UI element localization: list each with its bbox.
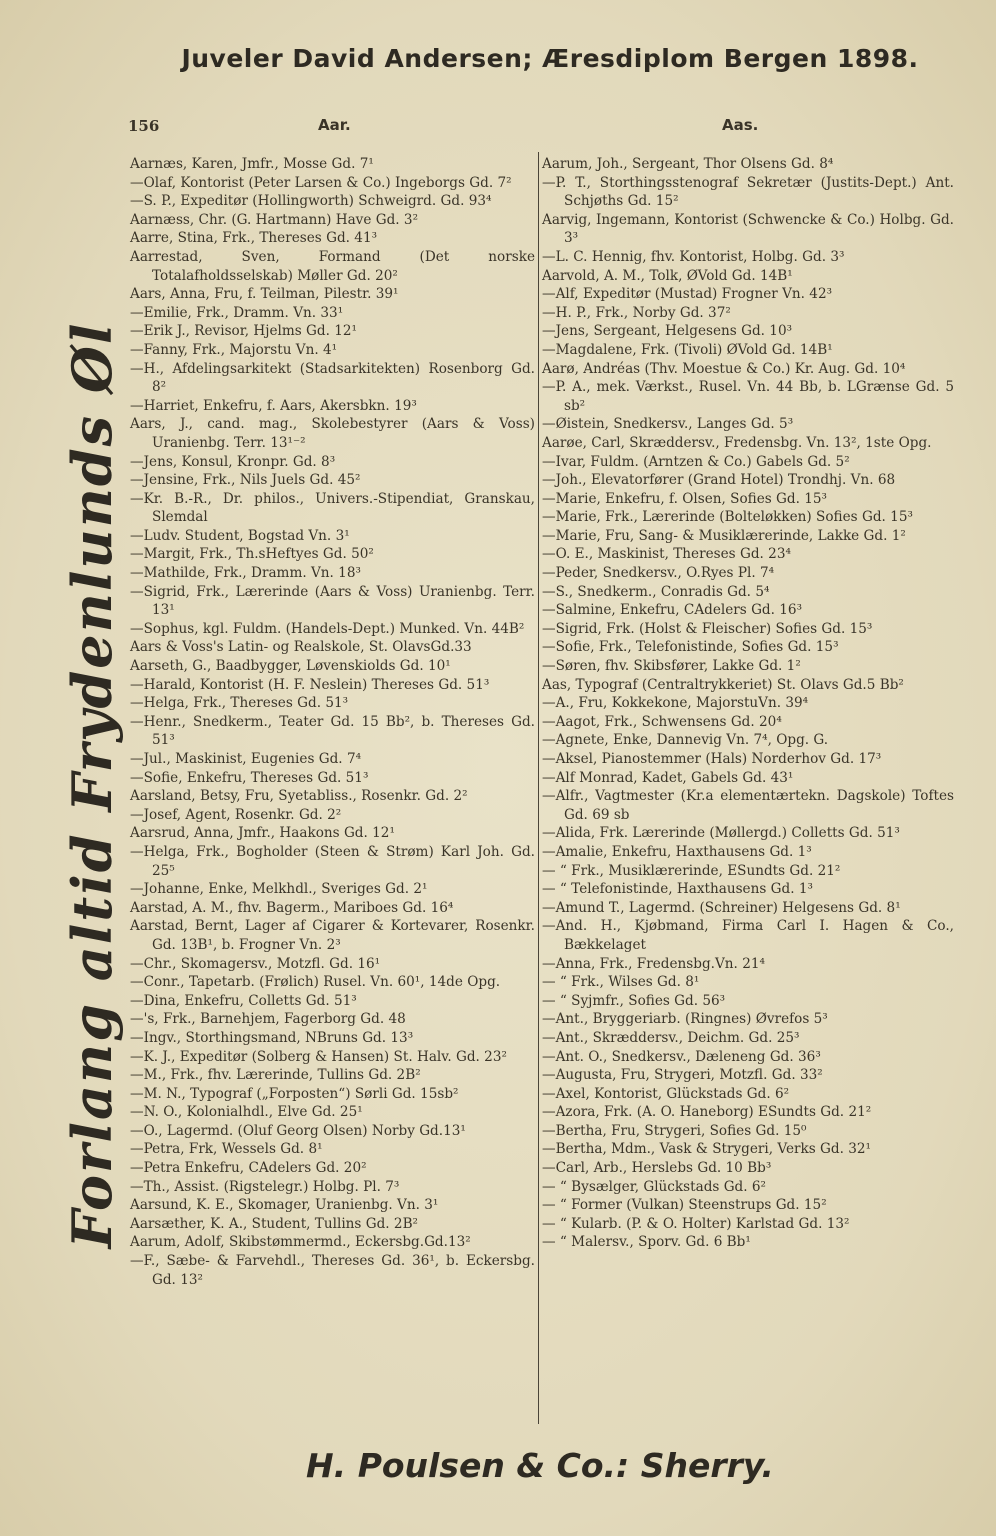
- directory-entry: — “ Kularb. (P. & O. Holter) Karlstad Gd. 13²: [542, 1215, 850, 1232]
- directory-entry: Aarrestad, Sven, Formand (Det norske Totalafholdsselskab) Møller Gd. 20²: [130, 248, 535, 284]
- directory-entry: Aarstad, A. M., fhv. Bagerm., Mariboes Gd. 16⁴: [130, 899, 454, 916]
- directory-entry: —Jens, Konsul, Kronpr. Gd. 8³: [130, 453, 336, 470]
- directory-entry: Aarnæss, Chr. (G. Hartmann) Have Gd. 3²: [130, 211, 419, 228]
- directory-entry: Aars, J., cand. mag., Skolebestyrer (Aars & Voss) Uranienbg. Terr. 13¹⁻²: [130, 416, 535, 451]
- directory-entry: —Alf, Expeditør (Mustad) Frogner Vn. 42³: [542, 286, 833, 303]
- directory-entry: —Petra Enkefru, CAdelers Gd. 20²: [130, 1160, 367, 1177]
- directory-entry: —Amalie, Enkefru, Haxthausens Gd. 1³: [542, 843, 812, 860]
- directory-entry: Aarstad, Bernt, Lager af Cigarer & Kortevarer, Rosenkr. Gd. 13B¹, b. Frogner Vn. 2³: [130, 918, 535, 953]
- directory-entry: —P. A., mek. Værkst., Rusel. Vn. 44 Bb, b. LGrænse Gd. 5 sb²: [542, 379, 954, 414]
- directory-entry: Aarum, Joh., Sergeant, Thor Olsens Gd. 8⁴: [542, 156, 834, 172]
- directory-entry: Aarsæther, K. A., Student, Tullins Gd. 2B²: [130, 1215, 419, 1232]
- left-column-heading: Aar.: [318, 116, 351, 134]
- directory-entry: — “ Frk., Wilses Gd. 8¹: [542, 974, 700, 991]
- directory-entry: —'s, Frk., Barnehjem, Fagerborg Gd. 48: [130, 1011, 406, 1028]
- directory-entry: —L. C. Hennig, fhv. Kontorist, Holbg. Gd. 3³: [542, 248, 845, 265]
- directory-entry: —Alfr., Vagtmester (Kr.a elementærtekn. Dagskole) Toftes Gd. 69 sb: [542, 788, 954, 823]
- directory-entry: —Alida, Frk. Lærerinde (Møllergd.) Colletts Gd. 51³: [542, 825, 900, 842]
- directory-entry: —Agnete, Enke, Dannevig Vn. 7⁴, Opg. G.: [542, 732, 829, 749]
- directory-entry: —Jul., Maskinist, Eugenies Gd. 7⁴: [130, 751, 362, 767]
- directory-entry: —Ant., Skræddersv., Deichm. Gd. 25³: [542, 1029, 800, 1046]
- directory-entry: —Carl, Arb., Herslebs Gd. 10 Bb³: [542, 1160, 772, 1177]
- directory-entry: —Jensine, Frk., Nils Juels Gd. 45²: [130, 472, 361, 489]
- directory-entry: —Aagot, Frk., Schwensens Gd. 20⁴: [542, 713, 782, 730]
- directory-entry: —And. H., Kjøbmand, Firma Carl I. Hagen & Co., Bækkelaget: [542, 918, 954, 953]
- directory-entry: —O. E., Maskinist, Thereses Gd. 23⁴: [542, 546, 791, 563]
- directory-entry: —K. J., Expeditør (Solberg & Hansen) St. Halv. Gd. 23²: [130, 1048, 507, 1065]
- directory-entry: —A., Fru, Kokkekone, MajorstuVn. 39⁴: [542, 695, 809, 712]
- directory-entry: —Peder, Snedkersv., O.Ryes Pl. 7⁴: [542, 565, 775, 582]
- directory-entry: —Azora, Frk. (A. O. Haneborg) ESundts Gd. 21²: [542, 1104, 872, 1121]
- directory-entry: —Fanny, Frk., Majorstu Vn. 4¹: [130, 341, 338, 358]
- directory-entry: —H., Afdelingsarkitekt (Stadsarkitekten) Rosenborg Gd. 8²: [130, 360, 535, 396]
- directory-entry: Aarseth, G., Baadbygger, Løvenskiolds Gd. 10¹: [130, 658, 451, 675]
- right-column: [542, 155, 954, 1252]
- directory-entry: —Augusta, Fru, Strygeri, Motzfl. Gd. 33²: [542, 1067, 823, 1084]
- page-header-advert: Juveler David Andersen; Æresdiplom Bergen 1898.: [181, 44, 919, 73]
- directory-entry: —O., Lagermd. (Oluf Georg Olsen) Norby Gd.13¹: [130, 1122, 466, 1139]
- directory-entry: —Axel, Kontorist, Glückstads Gd. 6²: [542, 1085, 790, 1102]
- directory-entry: —Jens, Sergeant, Helgesens Gd. 10³: [542, 323, 793, 340]
- directory-entry: —S., Snedkerm., Conradis Gd. 5⁴: [542, 583, 770, 600]
- directory-entry: —Petra, Frk, Wessels Gd. 8¹: [130, 1141, 323, 1158]
- directory-entry: —Øistein, Snedkersv., Langes Gd. 5³: [542, 416, 794, 433]
- directory-entry: —Dina, Enkefru, Colletts Gd. 51³: [130, 992, 357, 1009]
- directory-entry: —Johanne, Enke, Melkhdl., Sveriges Gd. 2¹: [130, 881, 428, 898]
- directory-entry: — “ Frk., Musiklærerinde, ESundts Gd. 21²: [542, 862, 841, 879]
- directory-entry: — “ Telefonistinde, Haxthausens Gd. 1³: [542, 881, 813, 898]
- directory-entry: —H. P., Frk., Norby Gd. 37²: [542, 304, 731, 321]
- directory-entry: —Th., Assist. (Rigstelegr.) Holbg. Pl. 7³: [130, 1178, 400, 1195]
- directory-entry: —Chr., Skomagersv., Motzfl. Gd. 16¹: [130, 955, 381, 972]
- directory-entry: —Ludv. Student, Bogstad Vn. 3¹: [130, 527, 350, 544]
- directory-entry: — “ Bysælger, Glückstads Gd. 6²: [542, 1178, 767, 1195]
- directory-entry: Aars, Anna, Fru, f. Teilman, Pilestr. 39¹: [130, 286, 399, 303]
- right-column-heading: Aas.: [722, 116, 759, 134]
- directory-entry: —Sigrid, Frk., Lærerinde (Aars & Voss) Uranienbg. Terr. 13¹: [130, 583, 535, 619]
- directory-entry: —Ant. O., Snedkersv., Dæleneng Gd. 36³: [542, 1048, 821, 1065]
- directory-entry: —M. N., Typograf („Forposten“) Sørli Gd. 15sb²: [130, 1085, 459, 1102]
- directory-entry: Aarvig, Ingemann, Kontorist (Schwencke & Co.) Holbg. Gd. 3³: [542, 211, 954, 247]
- directory-entry: —Conr., Tapetarb. (Frølich) Rusel. Vn. 60¹, 14de Opg.: [130, 974, 501, 991]
- directory-entry: —Amund T., Lagermd. (Schreiner) Helgesens Gd. 8¹: [542, 899, 901, 916]
- directory-entry: —Josef, Agent, Rosenkr. Gd. 2²: [130, 806, 342, 823]
- side-advert: Forlang altid Frydenlunds Øl: [60, 321, 124, 1249]
- directory-entry: — “ Malersv., Sporv. Gd. 6 Bb¹: [542, 1234, 751, 1251]
- directory-entry: Aarnæs, Karen, Jmfr., Mosse Gd. 7¹: [130, 156, 374, 172]
- directory-entry: —Sofie, Frk., Telefonistinde, Sofies Gd. 15³: [542, 639, 839, 656]
- page-number: 156: [128, 117, 160, 135]
- directory-entry: —Helga, Frk., Thereses Gd. 51³: [130, 695, 349, 712]
- directory-entry: Aarre, Stina, Frk., Thereses Gd. 41³: [130, 230, 378, 247]
- left-column: [130, 155, 535, 1289]
- directory-entry: Aarvold, A. M., Tolk, ØVold Gd. 14B¹: [542, 267, 793, 284]
- directory-entry: —Magdalene, Frk. (Tivoli) ØVold Gd. 14B¹: [542, 341, 833, 358]
- directory-entry: —Erik J., Revisor, Hjelms Gd. 12¹: [130, 323, 357, 340]
- directory-entry: —Olaf, Kontorist (Peter Larsen & Co.) Ingeborgs Gd. 7²: [130, 174, 512, 191]
- directory-entry: —N. O., Kolonialhdl., Elve Gd. 25¹: [130, 1104, 363, 1121]
- directory-entry: —Ingv., Storthingsmand, NBruns Gd. 13³: [130, 1029, 414, 1046]
- page-footer-advert: H. Poulsen & Co.: Sherry.: [306, 1446, 774, 1485]
- directory-entry: —Sophus, kgl. Fuldm. (Handels-Dept.) Munked. Vn. 44B²: [130, 620, 525, 637]
- directory-entry: —Marie, Fru, Sang- & Musiklærerinde, Lakke Gd. 1²: [542, 527, 906, 544]
- directory-entry: — “ Syjmfr., Sofies Gd. 56³: [542, 992, 726, 1009]
- directory-entry: —Kr. B.-R., Dr. philos., Univers.-Stipendiat, Granskau, Slemdal: [130, 490, 535, 526]
- directory-entry: Aas, Typograf (Centraltrykkeriet) St. Olavs Gd.5 Bb²: [542, 676, 904, 693]
- directory-entry: —P. T., Storthingsstenograf Sekretær (Justits-Dept.) Ant. Schjøths Gd. 15²: [542, 174, 954, 210]
- directory-entry: —Marie, Frk., Lærerinde (Bolteløkken) Sofies Gd. 15³: [542, 509, 913, 526]
- directory-entry: Aarsund, K. E., Skomager, Uranienbg. Vn. 3¹: [130, 1197, 439, 1214]
- directory-entry: —Ant., Bryggeriarb. (Ringnes) Øvrefos 5³: [542, 1011, 828, 1028]
- directory-entry: —Margit, Frk., Th.sHeftyes Gd. 50²: [130, 546, 374, 563]
- directory-entry: Aars & Voss's Latin- og Realskole, St. OlavsGd.33: [130, 639, 472, 656]
- directory-entry: Aarø, Andréas (Thv. Moestue & Co.) Kr. Aug. Gd. 10⁴: [542, 360, 906, 377]
- directory-entry: —Bertha, Fru, Strygeri, Sofies Gd. 15⁰: [542, 1122, 807, 1139]
- directory-entry: —Mathilde, Frk., Dramm. Vn. 18³: [130, 565, 361, 582]
- directory-entry: Aarsland, Betsy, Fru, Syetabliss., Rosenkr. Gd. 2²: [130, 788, 468, 805]
- directory-entry: —Ivar, Fuldm. (Arntzen & Co.) Gabels Gd. 5²: [542, 453, 850, 470]
- directory-entry: —Emilie, Frk., Dramm. Vn. 33¹: [130, 304, 344, 321]
- directory-entry: Aarum, Adolf, Skibstømmermd., Eckersbg.Gd.13²: [130, 1234, 471, 1251]
- directory-entry: —Harriet, Enkefru, f. Aars, Akersbkn. 19³: [130, 397, 417, 414]
- directory-entry: —Joh., Elevatorfører (Grand Hotel) Trondhj. Vn. 68: [542, 472, 896, 489]
- directory-entry: —Sigrid, Frk. (Holst & Fleischer) Sofies Gd. 15³: [542, 620, 873, 637]
- directory-entry: —Henr., Snedkerm., Teater Gd. 15 Bb², b. Thereses Gd. 51³: [130, 713, 535, 749]
- directory-entry: —Helga, Frk., Bogholder (Steen & Strøm) Karl Joh. Gd. 25⁵: [130, 843, 535, 879]
- directory-entry: —Bertha, Mdm., Vask & Strygeri, Verks Gd. 32¹: [542, 1141, 871, 1158]
- directory-entry: —Søren, fhv. Skibsfører, Lakke Gd. 1²: [542, 658, 801, 675]
- directory-entry: — “ Former (Vulkan) Steenstrups Gd. 15²: [542, 1197, 827, 1214]
- directory-entry: Aarøe, Carl, Skræddersv., Fredensbg. Vn. 13², 1ste Opg.: [542, 434, 932, 451]
- directory-entry: —M., Frk., fhv. Lærerinde, Tullins Gd. 2B²: [130, 1067, 421, 1084]
- directory-entry: —Sofie, Enkefru, Thereses Gd. 51³: [130, 769, 369, 786]
- directory-entry: —Aksel, Pianostemmer (Hals) Norderhov Gd. 17³: [542, 751, 882, 767]
- directory-entry: —Anna, Frk., Fredensbg.Vn. 21⁴: [542, 955, 765, 972]
- directory-entry: —Harald, Kontorist (H. F. Neslein) Thereses Gd. 51³: [130, 676, 490, 693]
- directory-entry: Aarsrud, Anna, Jmfr., Haakons Gd. 12¹: [130, 825, 395, 842]
- directory-entry: —Marie, Enkefru, f. Olsen, Sofies Gd. 15³: [542, 490, 827, 507]
- directory-entry: —S. P., Expeditør (Hollingworth) Schweigrd. Gd. 93⁴: [130, 193, 492, 210]
- directory-entry: —Alf Monrad, Kadet, Gabels Gd. 43¹: [542, 769, 794, 786]
- directory-entry: —F., Sæbe- & Farvehdl., Thereses Gd. 36¹, b. Eckersbg. Gd. 13²: [130, 1253, 535, 1288]
- column-divider: [538, 152, 539, 1424]
- directory-entry: —Salmine, Enkefru, CAdelers Gd. 16³: [542, 602, 803, 619]
